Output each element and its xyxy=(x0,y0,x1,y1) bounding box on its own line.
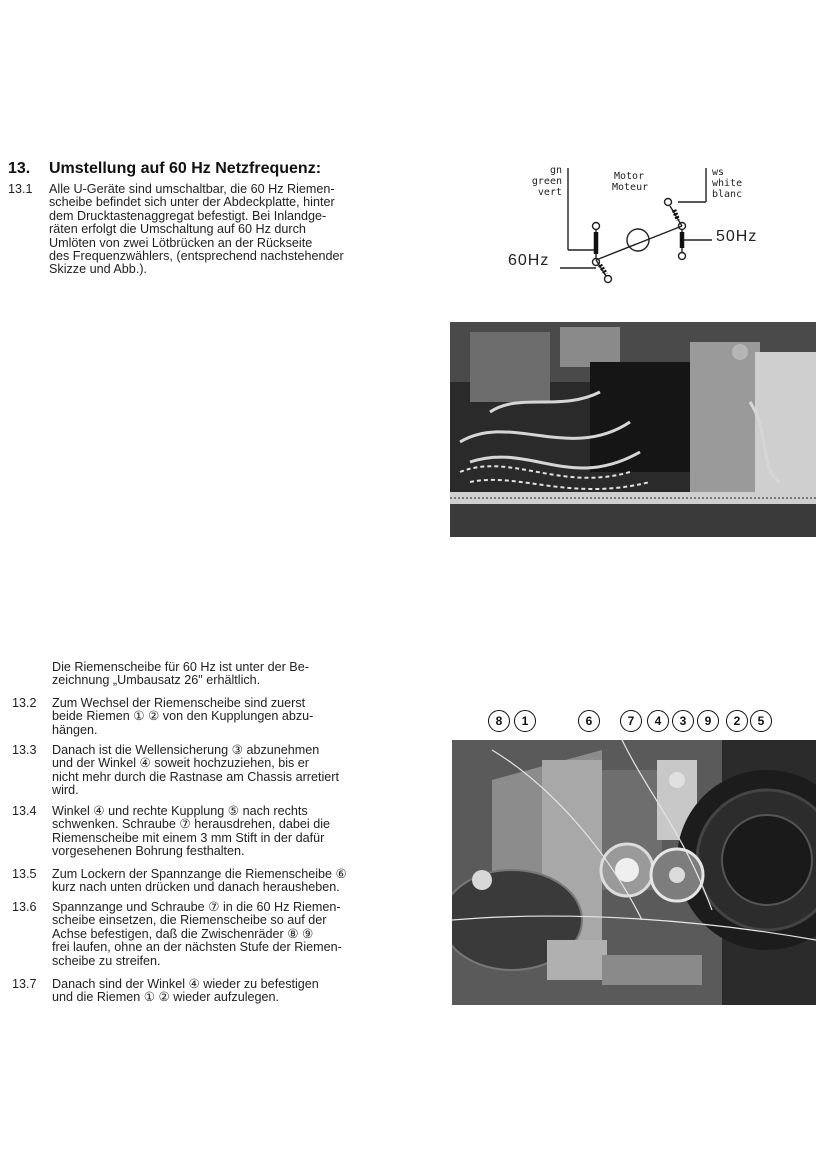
text-line: Riemenscheibe mit einem 3 mm Stift in der dafür xyxy=(52,830,325,845)
callout-7: 7 xyxy=(620,710,642,732)
label-ws: ws xyxy=(712,167,725,178)
paragraph-13-2 xyxy=(8,697,388,737)
paragraph-number: 13.5 xyxy=(12,867,37,881)
text-line: Skizze und Abb.). xyxy=(49,262,148,277)
text-line: und der Winkel ④ soweit hochzuziehen, bis er xyxy=(52,756,309,771)
paragraph-note xyxy=(8,661,388,688)
text-line: frei laufen, ohne an der nächsten Stufe der Riemen- xyxy=(52,940,342,955)
text-line: beide Riemen ① ② von den Kupplungen abzu- xyxy=(52,709,314,724)
text-line: Winkel ④ und rechte Kupplung ⑤ nach rechts xyxy=(52,804,308,818)
label-vert: vert xyxy=(537,187,562,198)
text-line: scheibe einsetzen, die Riemenscheibe so auf der xyxy=(52,913,327,928)
label-white: white xyxy=(712,178,743,189)
photo-callouts xyxy=(486,710,776,736)
callout-6: 6 xyxy=(578,710,600,732)
section-number: 13. xyxy=(8,160,31,177)
paragraph-number: 13.1 xyxy=(8,182,33,196)
photo-frequency-selector xyxy=(450,322,816,537)
callout-9: 9 xyxy=(697,710,719,732)
section-title: Umstellung auf 60 Hz Netzfrequenz: xyxy=(49,160,322,177)
text-line: scheibe zu streifen. xyxy=(52,953,161,968)
paragraph-number: 13.6 xyxy=(12,900,37,914)
callout-4: 4 xyxy=(647,710,669,732)
text-line: Achse befestigen, daß die Zwischenräder ⑧ ⑨ xyxy=(52,926,314,941)
text-line: räten erfolgt die Umschaltung auf 60 Hz durch xyxy=(49,222,306,237)
callout-3: 3 xyxy=(672,710,694,732)
label-green: green xyxy=(531,176,562,187)
label-50hz: 50Hz xyxy=(716,228,758,245)
text-line: Alle U-Geräte sind umschaltbar, die 60 Hz Riemen- xyxy=(49,182,335,196)
callout-1: 1 xyxy=(514,710,536,732)
paragraph-13-7 xyxy=(8,978,388,1005)
section-heading xyxy=(8,160,408,178)
text-line: Zum Wechsel der Riemenscheibe sind zuerst xyxy=(52,696,306,710)
label-60hz: 60Hz xyxy=(508,252,550,269)
photo-pulley-mechanism xyxy=(452,740,816,1005)
paragraph-13-4 xyxy=(8,805,388,859)
text-line: zeichnung „Umbausatz 26" erhältlich. xyxy=(52,673,261,688)
text-line: hängen. xyxy=(52,722,98,737)
paragraph-number: 13.4 xyxy=(12,804,37,818)
label-moteur: Moteur xyxy=(612,182,649,193)
text-line: wird. xyxy=(52,783,79,798)
paragraph-13-3 xyxy=(8,744,388,798)
paragraph-13-5 xyxy=(8,868,388,895)
text-line: und die Riemen ① ② wieder aufzulegen. xyxy=(52,990,280,1005)
paragraph-13-1 xyxy=(8,183,388,277)
text-line: schwenken. Schraube ⑦ herausdrehen, dabei die xyxy=(52,817,331,832)
text-line: Danach sind der Winkel ④ wieder zu befestigen xyxy=(52,977,319,991)
text-line: Spannzange und Schraube ⑦ in die 60 Hz Riemen- xyxy=(52,900,341,914)
text-line: Die Riemenscheibe für 60 Hz ist unter der Be- xyxy=(52,660,309,674)
text-line: des Frequenzwählers, (entsprechend nachstehender xyxy=(49,249,344,264)
text-line: nicht mehr durch die Rastnase am Chassis arretiert xyxy=(52,769,339,784)
label-motor: Motor xyxy=(614,171,645,182)
paragraph-number: 13.3 xyxy=(12,743,37,757)
text-line: kurz nach unten drücken und danach herausheben. xyxy=(52,880,340,895)
text-line: Danach ist die Wellensicherung ③ abzunehmen xyxy=(52,743,320,757)
text-line: scheibe befindet sich unter der Abdeckplatte, hinter xyxy=(49,195,335,210)
label-gn: gn xyxy=(549,165,562,176)
text-line: dem Drucktastenaggregat befestigt. Bei Inlandge- xyxy=(49,208,327,223)
callout-5: 5 xyxy=(750,710,772,732)
wiring-diagram xyxy=(478,160,778,290)
paragraph-13-6 xyxy=(8,901,388,968)
text-line: Zum Lockern der Spannzange die Riemenscheibe ⑥ xyxy=(52,867,347,881)
paragraph-number: 13.7 xyxy=(12,977,37,991)
text-line: vorgesehenen Bohrung festhalten. xyxy=(52,844,245,859)
callout-2: 2 xyxy=(726,710,748,732)
paragraph-number: 13.2 xyxy=(12,696,37,710)
label-blanc: blanc xyxy=(712,189,743,200)
text-line: Umlöten von zwei Lötbrücken an der Rückseite xyxy=(49,235,313,250)
callout-8: 8 xyxy=(488,710,510,732)
